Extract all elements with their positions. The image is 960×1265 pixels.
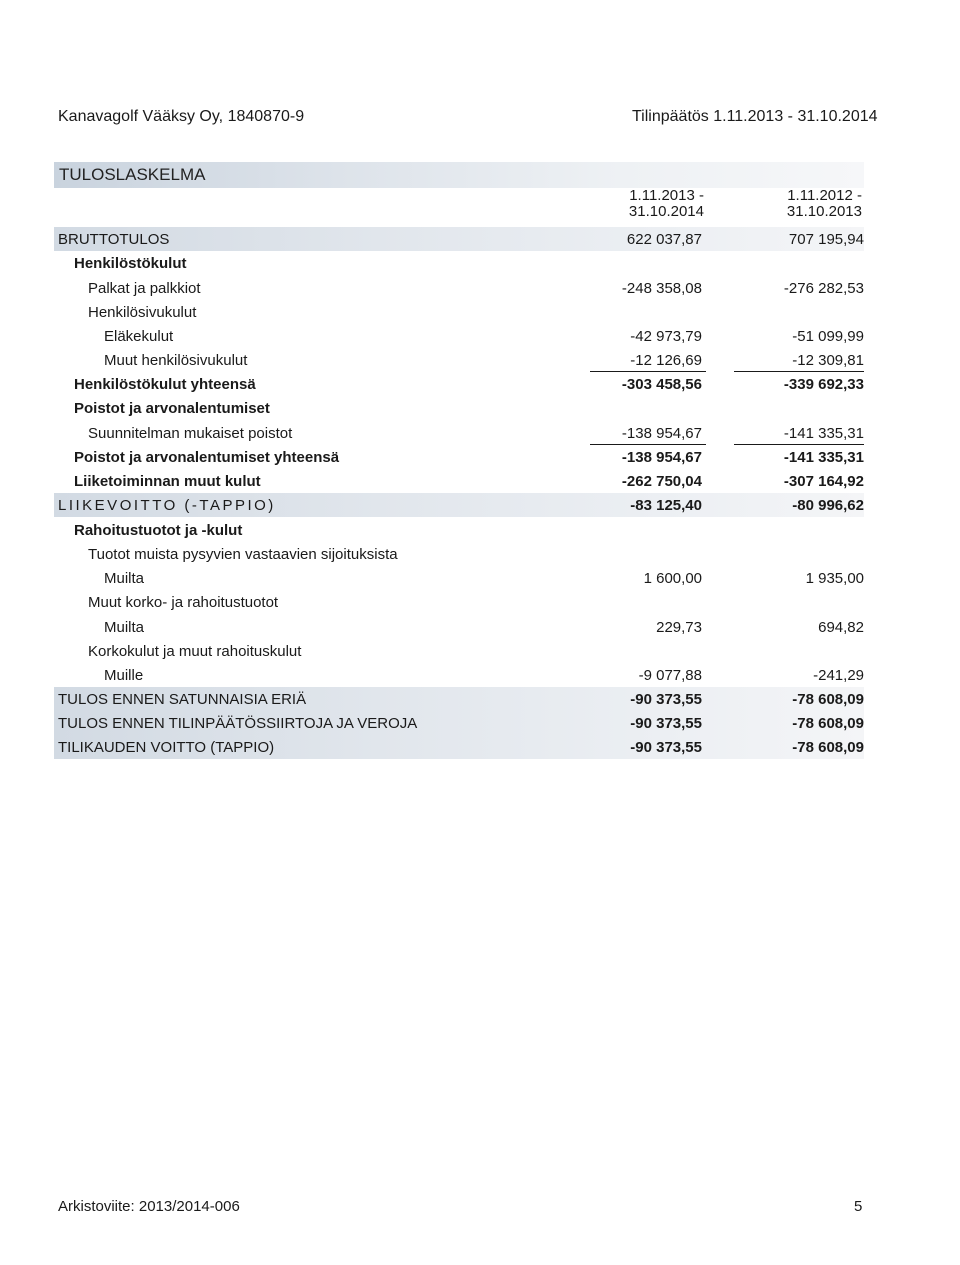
current-period-header <box>612 188 704 220</box>
row-value-current: -138 954,67 <box>621 425 702 442</box>
previous-period-header <box>770 188 862 220</box>
row-value-previous: -141 335,31 <box>783 425 864 442</box>
row-label: Henkilöstökulut <box>74 255 187 272</box>
row-value-current: -248 358,08 <box>621 280 702 297</box>
row-value-previous: -51 099,99 <box>792 328 864 345</box>
row-value-current: -90 373,55 <box>630 715 702 732</box>
row-value-previous: -307 164,92 <box>783 473 864 490</box>
row-palkat <box>54 276 864 300</box>
row-korkokulut <box>54 639 864 663</box>
row-label: LIIKEVOITTO (-TAPPIO) <box>58 497 276 514</box>
row-value-current: -83 125,40 <box>630 497 702 514</box>
row-value-current: 622 037,87 <box>626 231 702 248</box>
row-value-current: -303 458,56 <box>621 376 702 393</box>
row-value-previous: -276 282,53 <box>783 280 864 297</box>
row-label: Liiketoiminnan muut kulut <box>74 473 261 490</box>
row-value-previous: -78 608,09 <box>792 715 864 732</box>
financial-period: Tilinpäätös 1.11.2013 - 31.10.2014 <box>632 108 878 125</box>
row-muilta-2 <box>54 615 864 639</box>
row-liiketoiminnan-muut-kulut <box>54 469 864 493</box>
row-henkilostokulut <box>54 251 864 275</box>
company-name: Kanavagolf Vääksy Oy, 1840870-9 <box>58 108 305 125</box>
row-label: Henkilöstökulut yhteensä <box>74 376 256 393</box>
row-value-current: -90 373,55 <box>630 691 702 708</box>
row-tuotot-pysyvista <box>54 542 864 566</box>
current-period-line2: 31.10.2014 <box>628 203 704 220</box>
row-tulos-ennen-siirtoja <box>54 711 864 735</box>
row-suunnitelman-poistot <box>54 421 864 445</box>
current-period-line1: 1.11.2013 - <box>629 187 704 204</box>
row-muilta-1 <box>54 566 864 590</box>
row-label: Suunnitelman mukaiset poistot <box>88 425 293 442</box>
row-label: BRUTTOTULOS <box>58 231 170 248</box>
row-label: Muilta <box>104 619 145 636</box>
row-value-previous: 1 935,00 <box>805 570 864 587</box>
row-label: TULOS ENNEN TILINPÄÄTÖSSIIRTOJA JA VEROJA <box>58 715 418 732</box>
row-value-previous: 694,82 <box>818 619 864 636</box>
row-label: Tuotot muista pysyvien vastaavien sijoituksista <box>88 546 398 563</box>
row-value-previous: -80 996,62 <box>792 497 864 514</box>
row-value-current: -262 750,04 <box>621 473 702 490</box>
row-value-current: -9 077,88 <box>638 667 702 684</box>
row-muille <box>54 663 864 687</box>
row-label: Korkokulut ja muut rahoituskulut <box>88 643 302 660</box>
row-label: TILIKAUDEN VOITTO (TAPPIO) <box>58 739 275 756</box>
row-poistot-yhteensa <box>54 445 864 469</box>
row-label: Henkilösivukulut <box>88 304 197 321</box>
page-number: 5 <box>854 1198 863 1215</box>
row-muut-henkilosivukulut <box>54 348 864 372</box>
row-tulos-ennen-satunnaisia <box>54 687 864 711</box>
row-value-previous: -78 608,09 <box>792 739 864 756</box>
row-value-current: 1 600,00 <box>643 570 702 587</box>
archive-reference: Arkistoviite: 2013/2014-006 <box>58 1198 240 1215</box>
row-liikevoitto <box>54 493 864 517</box>
row-label: Eläkekulut <box>104 328 174 345</box>
statement-title: TULOSLASKELMA <box>59 165 206 184</box>
row-value-current: 229,73 <box>656 619 702 636</box>
row-label: Muut henkilösivukulut <box>104 352 248 369</box>
row-value-previous: -241,29 <box>813 667 864 684</box>
row-muut-korkotuotot <box>54 590 864 614</box>
row-label: TULOS ENNEN SATUNNAISIA ERIÄ <box>58 691 307 708</box>
row-label: Muilta <box>104 570 145 587</box>
row-label: Muut korko- ja rahoitustuotot <box>88 594 279 611</box>
previous-period-line2: 31.10.2013 <box>786 203 862 220</box>
row-value-current: -42 973,79 <box>630 328 702 345</box>
row-value-current: -90 373,55 <box>630 739 702 756</box>
previous-period-line1: 1.11.2012 - <box>787 187 862 204</box>
row-tilikauden-voitto <box>54 735 864 759</box>
row-value-previous: -339 692,33 <box>783 376 864 393</box>
row-value-current: -138 954,67 <box>621 449 702 466</box>
row-value-previous: -141 335,31 <box>783 449 864 466</box>
row-label: Palkat ja palkkiot <box>88 280 201 297</box>
row-value-previous: 707 195,94 <box>788 231 864 248</box>
row-value-previous: -78 608,09 <box>792 691 864 708</box>
row-label: Poistot ja arvonalentumiset <box>74 400 270 417</box>
row-poistot <box>54 396 864 420</box>
row-label: Poistot ja arvonalentumiset yhteensä <box>74 449 340 466</box>
row-rahoitustuotot <box>54 518 864 542</box>
row-henkilosivukulut <box>54 300 864 324</box>
row-elakekulut <box>54 324 864 348</box>
statement-title-band <box>54 162 864 188</box>
row-value-previous: -12 309,81 <box>792 352 864 369</box>
row-bruttotulos <box>54 227 864 251</box>
row-value-current: -12 126,69 <box>630 352 702 369</box>
row-henkilostokulut-yhteensa <box>54 372 864 396</box>
row-label: Muille <box>104 667 144 684</box>
row-label: Rahoitustuotot ja -kulut <box>74 522 243 539</box>
